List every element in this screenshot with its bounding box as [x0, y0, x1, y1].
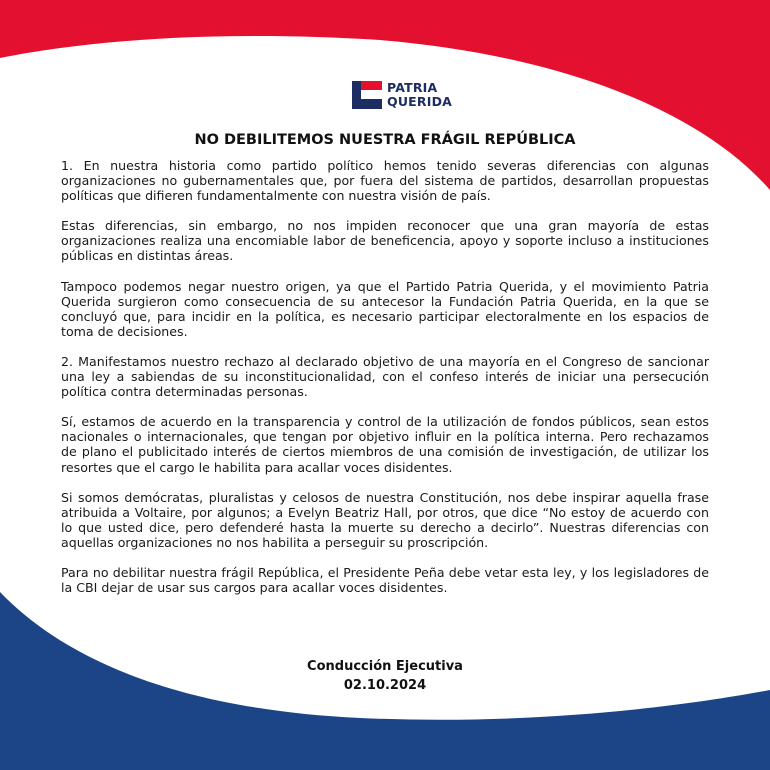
- party-name: [387, 81, 452, 109]
- party-name-line2: QUERIDA: [387, 94, 453, 109]
- signature-date: 02.10.2024: [343, 678, 427, 693]
- paragraph-6: Si somos demócratas, pluralistas y celosos de nuestra Constitución, nos debe inspirar aquella frase atribuida a Voltaire, por algunos; a Evelyn Beatriz Hall, por otros, que dice “No estoy de acuerdo con lo que usted dice, pero defenderé hasta la muerte su derecho a decirlo”. Nuestras diferencias con aquellas organizaciones no nos habilita a perseguir su proscripción.: [61, 489, 709, 550]
- party-name-line1: PATRIA: [387, 80, 438, 95]
- paragraph-4: 2. Manifestamos nuestro rechazo al declarado objetivo de una mayoría en el Congreso de sancionar una ley a sabiendas de su inconstitucionalidad, con el confeso interés de iniciar una persecución política contra determinadas personas.: [61, 353, 709, 400]
- paragraph-7: Para no debilitar nuestra frágil República, el Presidente Peña debe vetar esta ley, y los legisladores de la CBI dejar de usar sus cargos para acallar voces disidentes.: [61, 564, 709, 596]
- statement-body: [61, 158, 709, 610]
- paragraph-5: Sí, estamos de acuerdo en la transparencia y control de la utilización de fondos públicos, sean estos nacionales o internacionales, que tengan por objetivo influir en la política interna. Pero rechazamos de plano el publicitado interés de ciertos miembros de una comisión de investigación, de utilizar los resortes que el cargo le habilita para acallar voces disidentes.: [61, 414, 709, 475]
- party-flag-logo-icon: [352, 80, 382, 110]
- statement-title: NO DEBILITEMOS NUESTRA FRÁGIL REPÚBLICA: [194, 132, 576, 148]
- paragraph-2: Estas diferencias, sin embargo, no nos impiden reconocer que una gran mayoría de estas organizaciones realiza una encomiable labor de beneficencia, apoyo y soporte incluso a instituciones públicas en distintas áreas.: [61, 218, 709, 264]
- paragraph-1: 1. En nuestra historia como partido político hemos tenido severas diferencias con algunas organizaciones no gubernamentales que, por fuera del sistema de partidos, desarrollan propuestas políticas que difieren fundamentalmente con nuestra visión de país.: [61, 158, 709, 204]
- party-logo: [352, 80, 452, 110]
- signature-block: [0, 657, 770, 695]
- paragraph-3: Tampoco podemos negar nuestro origen, ya que el Partido Patria Querida, y el movimiento Patria Querida surgieron como consecuencia de su antecesor la Fundación Patria Querida, en la que se concluyó que, para incidir en la política, es necesario participar electoralmente en los espacios de toma de decisiones.: [61, 278, 709, 339]
- signature-name: Conducción Ejecutiva: [307, 659, 463, 674]
